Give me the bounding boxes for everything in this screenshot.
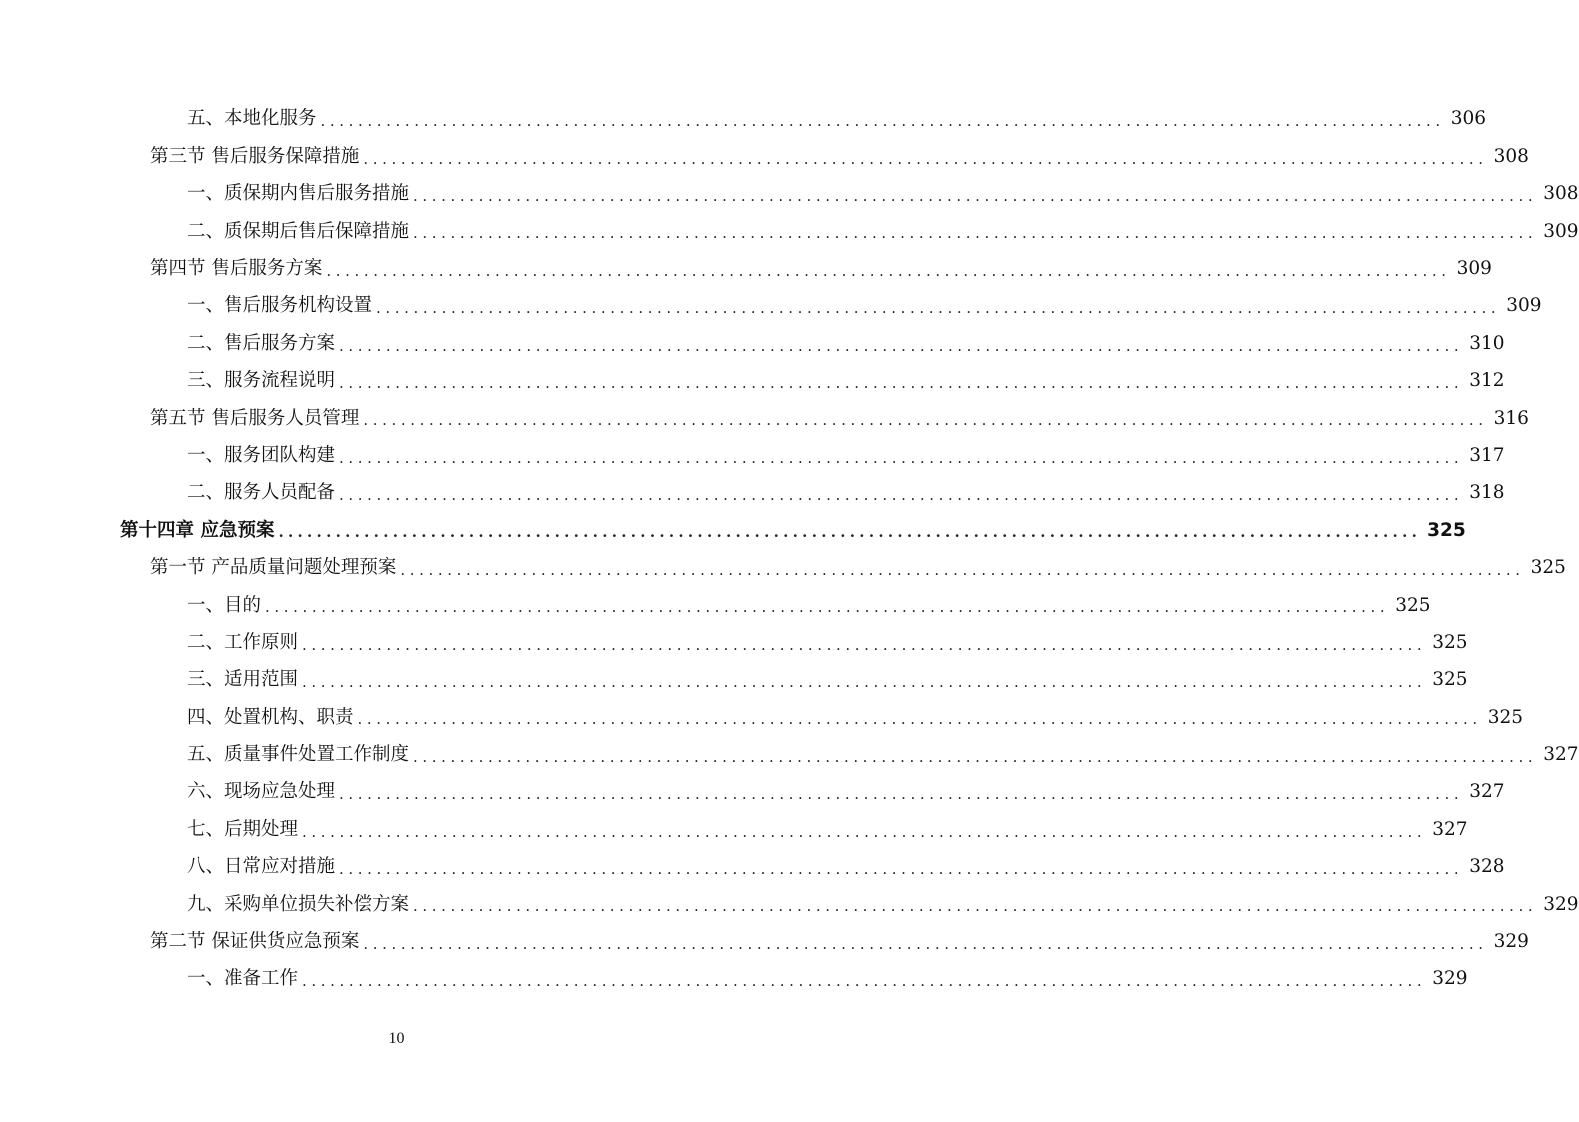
- toc-entry-item[interactable]: [187, 101, 1486, 138]
- toc-entry-title: 三、服务流程说明: [187, 372, 339, 391]
- toc-entry-item[interactable]: [187, 624, 1468, 661]
- page-number: 10: [388, 1030, 405, 1047]
- toc-entry-title: 五、本地化服务: [187, 110, 321, 129]
- dot-leader: ........................................................................................................................: [363, 149, 1488, 168]
- toc-entry-page: 325: [1432, 631, 1468, 653]
- dot-leader: ........................................................................................................................: [302, 635, 1427, 654]
- dot-leader: ........................................................................................................................: [278, 523, 1422, 542]
- dot-leader: ........................................................................................................................: [339, 373, 1464, 392]
- dot-leader: ........................................................................................................................: [320, 112, 1445, 131]
- toc-entry-item[interactable]: [187, 176, 1579, 213]
- toc-entry-page: 325: [1427, 519, 1466, 541]
- toc-entry-item[interactable]: [187, 325, 1505, 362]
- toc-entry-page: 325: [1432, 669, 1468, 691]
- toc-entry-page: 329: [1543, 893, 1579, 915]
- toc-entry-item[interactable]: [187, 811, 1468, 848]
- toc-entry-item[interactable]: [187, 288, 1542, 325]
- toc-entry-item[interactable]: [187, 774, 1505, 811]
- dot-leader: ........................................................................................................................: [376, 299, 1501, 318]
- toc-entry-page: 308: [1543, 183, 1579, 205]
- toc-entry-page: 325: [1487, 706, 1523, 728]
- table-of-contents: [0, 101, 1579, 998]
- dot-leader: ........................................................................................................................: [326, 261, 1451, 280]
- toc-entry-page: 329: [1432, 968, 1468, 990]
- toc-entry-page: 309: [1506, 295, 1542, 317]
- toc-entry-section[interactable]: [150, 138, 1529, 175]
- dot-leader: ........................................................................................................................: [302, 822, 1427, 841]
- toc-entry-page: 327: [1469, 781, 1505, 803]
- toc-entry-title: 六、现场应急处理: [187, 783, 339, 802]
- toc-entry-chapter[interactable]: [120, 512, 1466, 549]
- toc-entry-item[interactable]: [187, 587, 1431, 624]
- toc-entry-page: 309: [1543, 220, 1579, 242]
- toc-entry-item[interactable]: [187, 475, 1505, 512]
- toc-entry-title: 五、质量事件处置工作制度: [187, 746, 413, 765]
- toc-entry-title: 第五节 售后服务人员管理: [150, 410, 363, 429]
- toc-entry-page: 312: [1469, 370, 1505, 392]
- toc-entry-page: 308: [1493, 145, 1529, 167]
- toc-entry-title: 二、质保期后售后保障措施: [187, 223, 413, 242]
- dot-leader: ........................................................................................................................: [357, 710, 1482, 729]
- toc-entry-page: 316: [1493, 407, 1529, 429]
- toc-entry-page: 328: [1469, 856, 1505, 878]
- toc-entry-title: 二、服务人员配备: [187, 484, 339, 503]
- toc-entry-title: 二、售后服务方案: [187, 335, 339, 354]
- toc-entry-page: 318: [1469, 482, 1505, 504]
- toc-entry-title: 三、适用范围: [187, 671, 302, 690]
- toc-entry-item[interactable]: [187, 363, 1505, 400]
- toc-entry-page: 310: [1469, 332, 1505, 354]
- dot-leader: ........................................................................................................................: [339, 860, 1464, 878]
- toc-entry-page: 325: [1395, 594, 1431, 616]
- dot-leader: ........................................................................................................................: [413, 186, 1538, 205]
- toc-entry-section[interactable]: [150, 251, 1492, 288]
- toc-entry-title: 七、后期处理: [187, 821, 302, 840]
- toc-entry-item[interactable]: [187, 699, 1523, 736]
- toc-entry-section[interactable]: [150, 924, 1529, 961]
- toc-entry-page: 327: [1543, 744, 1579, 766]
- toc-entry-item[interactable]: [187, 961, 1468, 998]
- toc-entry-page: 329: [1493, 931, 1529, 953]
- dot-leader: ........................................................................................................................: [413, 747, 1538, 766]
- toc-entry-title: 第四节 售后服务方案: [150, 260, 326, 279]
- toc-entry-title: 第十四章 应急预案: [120, 522, 278, 541]
- dot-leader: ........................................................................................................................: [265, 598, 1390, 617]
- toc-entry-item[interactable]: [187, 662, 1468, 699]
- toc-entry-title: 一、准备工作: [187, 970, 302, 989]
- dot-leader: ........................................................................................................................: [302, 673, 1427, 692]
- toc-entry-page: 306: [1450, 108, 1486, 130]
- dot-leader: ........................................................................................................................: [339, 336, 1464, 355]
- toc-entry-item[interactable]: [187, 213, 1579, 250]
- toc-entry-item[interactable]: [187, 849, 1505, 886]
- dot-leader: ........................................................................................................................: [363, 411, 1488, 430]
- toc-entry-page: 327: [1432, 818, 1468, 840]
- dot-leader: ........................................................................................................................: [400, 560, 1525, 579]
- toc-entry-item[interactable]: [187, 737, 1579, 774]
- toc-entry-title: 一、质保期内售后服务措施: [187, 185, 413, 204]
- toc-entry-title: 一、服务团队构建: [187, 447, 339, 466]
- toc-entry-title: 第二节 保证供货应急预案: [150, 933, 363, 952]
- toc-entry-section[interactable]: [150, 550, 1566, 587]
- toc-entry-item[interactable]: [187, 438, 1505, 475]
- dot-leader: ........................................................................................................................: [339, 785, 1464, 804]
- toc-entry-page: 325: [1530, 557, 1566, 579]
- toc-entry-page: 309: [1456, 258, 1492, 279]
- toc-entry-title: 四、处置机构、职责: [187, 709, 358, 728]
- dot-leader: ........................................................................................................................: [339, 448, 1464, 467]
- toc-entry-title: 八、日常应对措施: [187, 858, 339, 877]
- dot-leader: ........................................................................................................................: [363, 934, 1488, 953]
- toc-entry-title: 二、工作原则: [187, 634, 302, 653]
- toc-entry-title: 九、采购单位损失补偿方案: [187, 896, 413, 915]
- toc-entry-section[interactable]: [150, 400, 1529, 437]
- toc-entry-page: 317: [1469, 444, 1505, 466]
- toc-entry-title: 一、售后服务机构设置: [187, 297, 376, 316]
- dot-leader: ........................................................................................................................: [413, 224, 1538, 243]
- toc-entry-title: 一、目的: [187, 597, 265, 616]
- toc-entry-title: 第一节 产品质量问题处理预案: [150, 559, 400, 578]
- dot-leader: ........................................................................................................................: [413, 897, 1538, 916]
- dot-leader: ........................................................................................................................: [302, 972, 1427, 991]
- toc-entry-title: 第三节 售后服务保障措施: [150, 148, 363, 167]
- dot-leader: ........................................................................................................................: [339, 486, 1464, 505]
- toc-entry-item[interactable]: [187, 886, 1579, 923]
